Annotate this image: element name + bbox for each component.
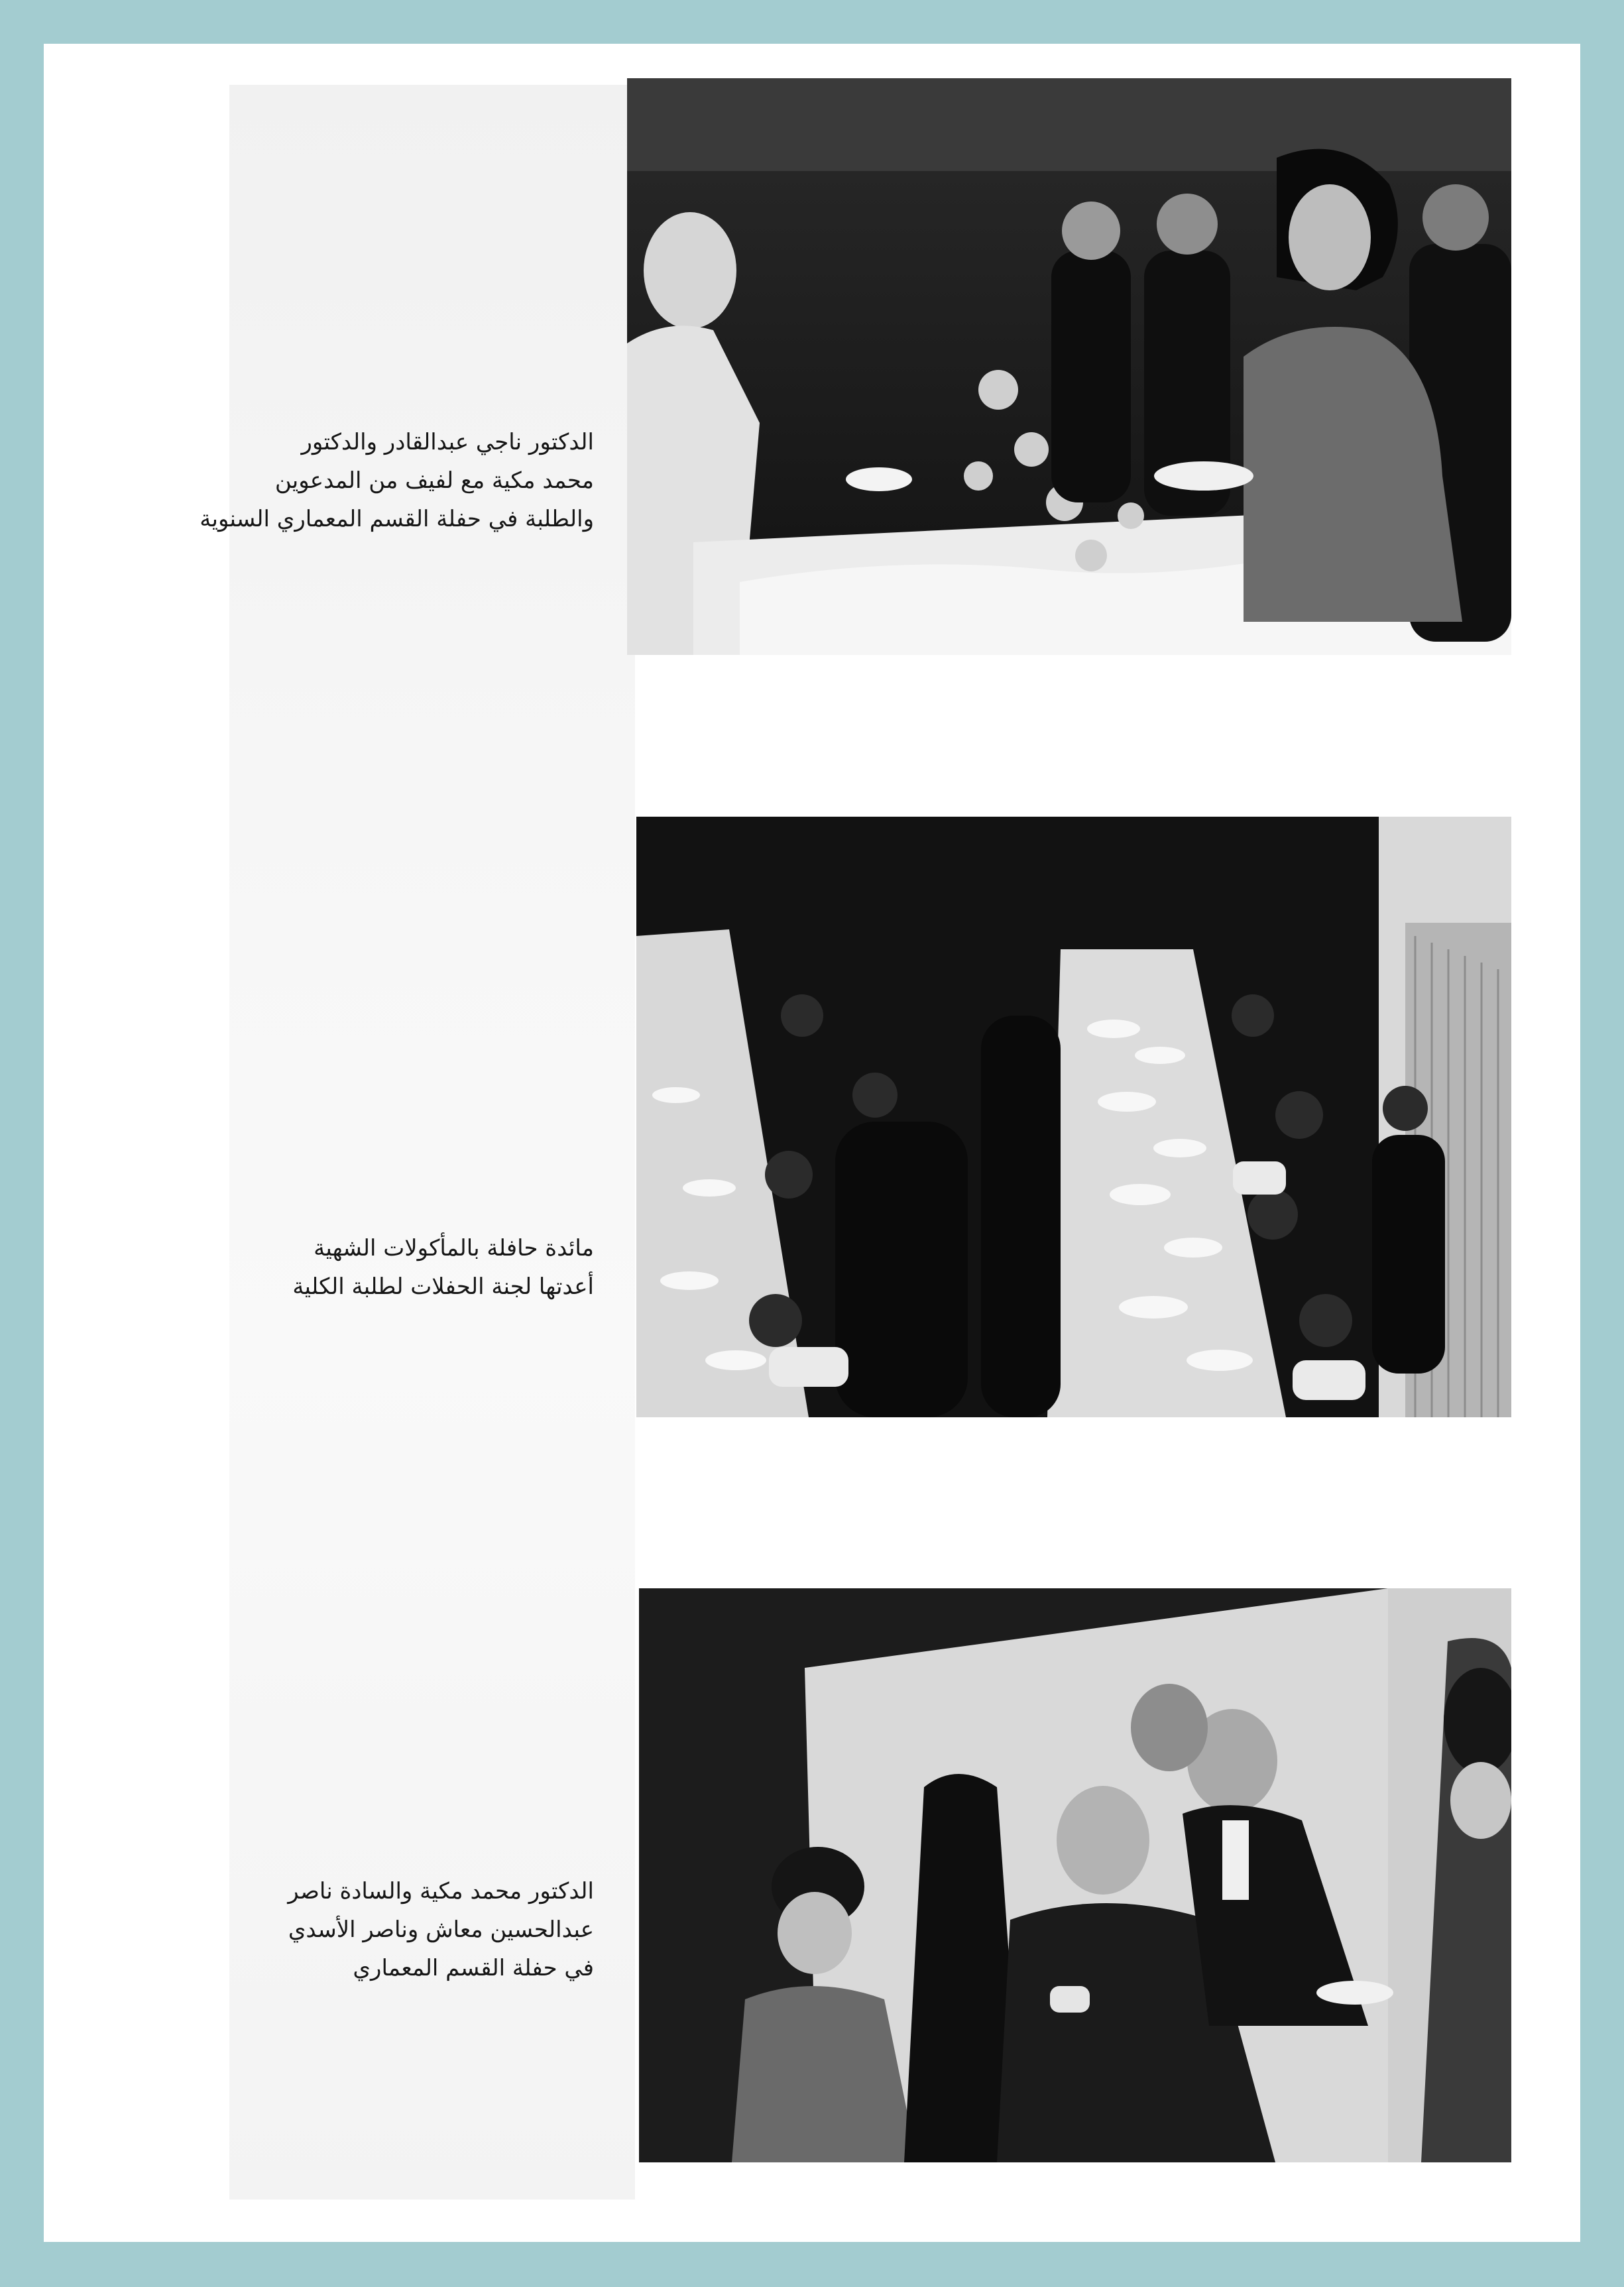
caption-3-line-3: في حفلة القسم المعماري bbox=[353, 1955, 594, 1981]
caption-1 bbox=[200, 423, 594, 538]
caption-1-line-2: محمد مكية مع لفيف من المدعوين bbox=[274, 467, 594, 494]
caption-1-line-1: الدكتور ناجي عبدالقادر والدكتور bbox=[301, 429, 594, 455]
caption-3-line-1: الدكتور محمد مكية والسادة ناصر bbox=[288, 1878, 594, 1905]
banquet-table-photo bbox=[636, 817, 1511, 1417]
caption-3-line-2: عبدالحسين معاش وناصر الأسدي bbox=[288, 1916, 594, 1943]
buffet-serving-photo bbox=[627, 78, 1511, 655]
caption-2-line-1: مائدة حافلة بالمأكولات الشهية bbox=[314, 1235, 594, 1261]
caption-2 bbox=[243, 1229, 594, 1306]
caption-3 bbox=[243, 1872, 594, 1987]
caption-2-line-2: أعدتها لجنة الحفلات لطلبة الكلية bbox=[292, 1273, 594, 1300]
caption-1-line-3: والطلبة في حفلة القسم المعماري السنوية bbox=[200, 506, 594, 532]
guests-eating-photo bbox=[639, 1588, 1511, 2162]
page-paper bbox=[44, 44, 1580, 2242]
